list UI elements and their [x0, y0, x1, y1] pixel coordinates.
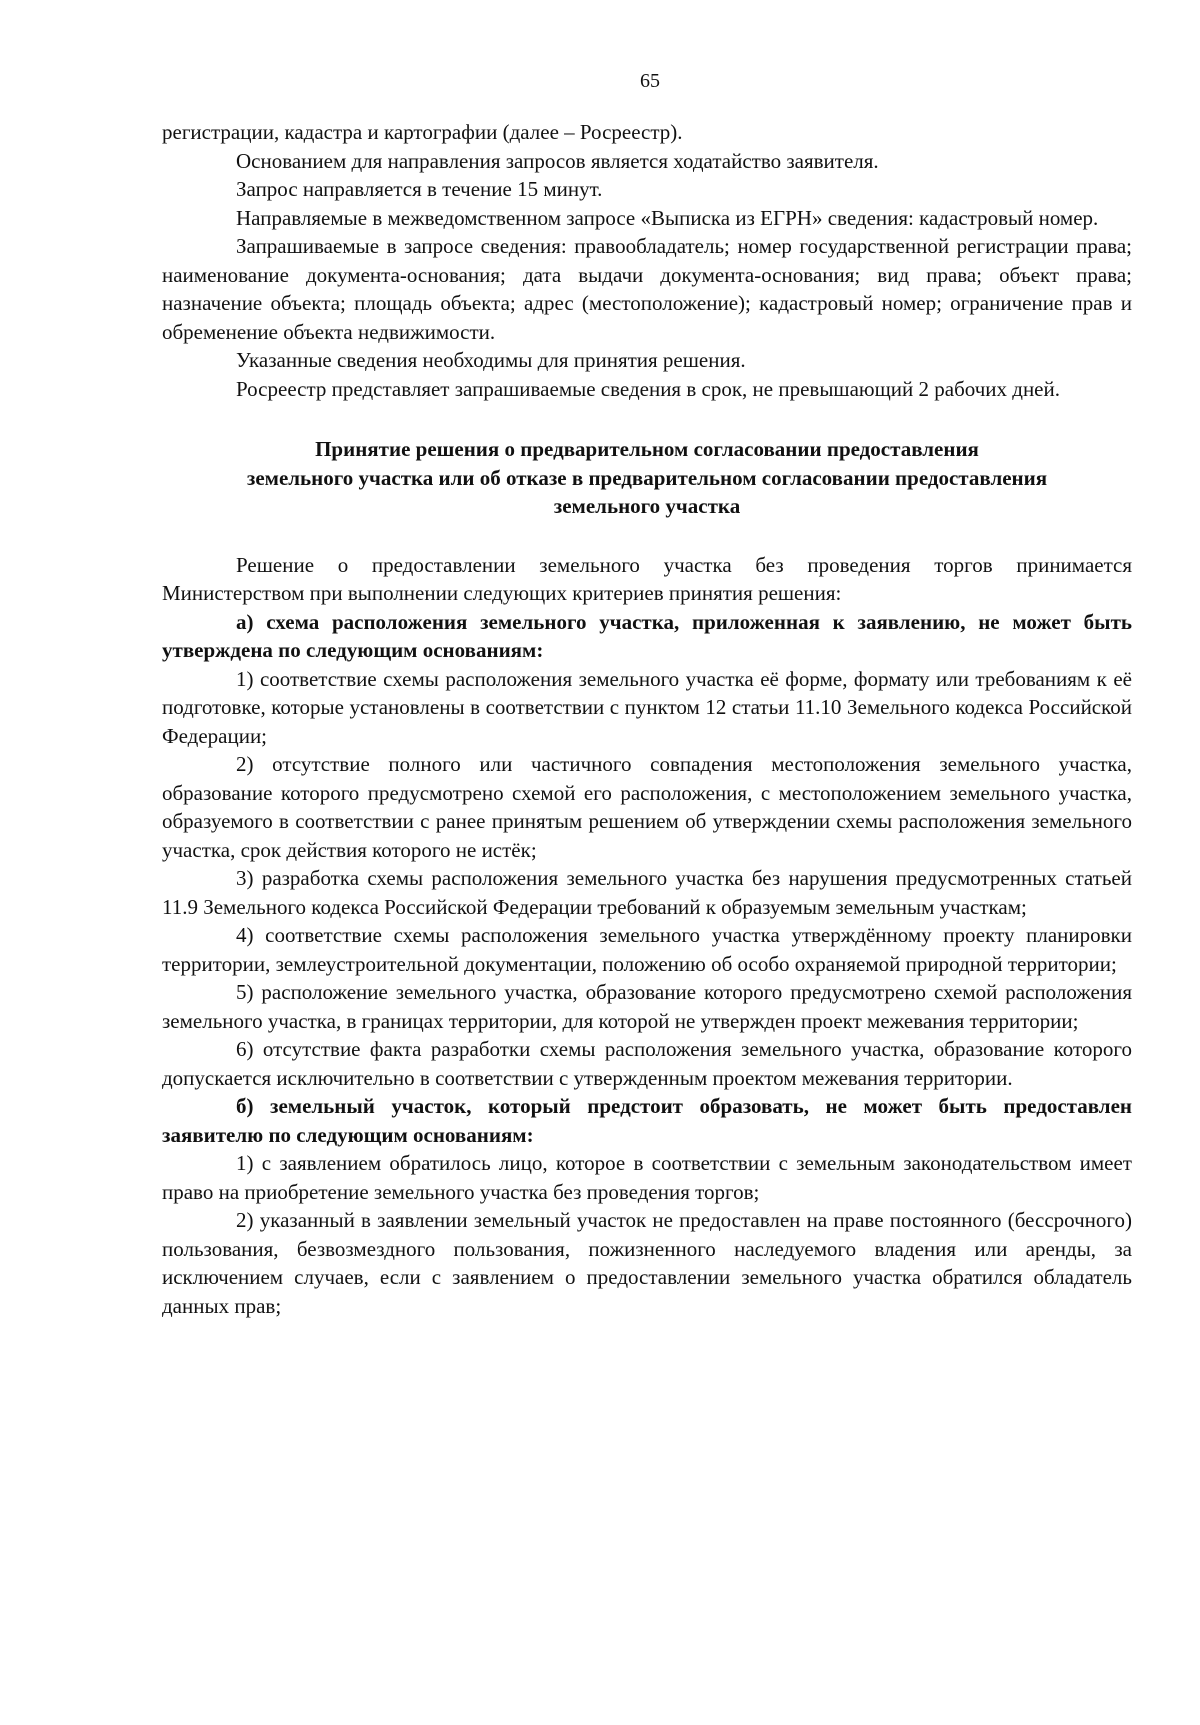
section-heading: [162, 435, 1132, 521]
paragraph: Указанные сведения необходимы для принятия решения.: [236, 348, 746, 372]
heading-line: земельного участка: [553, 494, 741, 518]
paragraph: Основанием для направления запросов является ходатайство заявителя.: [236, 148, 879, 173]
list-item: 5) расположение земельного участка, образование которого предусмотрено схемой расположения земельного участка, в границах территории, для которой не утвержден проект межевания территории;: [162, 980, 1132, 1033]
paragraph: Направляемые в межведомственном запросе «Выписка из ЕГРН» сведения: кадастровый номер.: [236, 205, 1099, 230]
paragraph: Росреестр представляет запрашиваемые сведения в срок, не превышающий 2 рабочих дней.: [236, 376, 1060, 401]
list-item: 1) соответствие схемы расположения земельного участка её форме, формату или требованиям к её подготовке, которые установлены в соответствии с пунктом 12 статьи 11.10 Земельного кодекса Российской Федерации;: [162, 666, 1132, 748]
paragraph: Запрашиваемые в запросе сведения: правообладатель; номер государственной регистрации права; наименование документа-основания; дата выдачи документа-основания; вид права; объект права; назначение объекта; площадь объекта; адрес (местоположение); кадастровый номер; ограничение прав и обременение объекта недвижимости.: [162, 234, 1132, 344]
paragraph: Решение о предоставлении земельного участка без проведения торгов принимается Министерством при выполнении следующих критериев принятия решения:: [162, 552, 1132, 605]
paragraph: регистрации, кадастра и картографии (далее – Росреестр).: [162, 120, 683, 144]
list-item: 1) с заявлением обратилось лицо, которое в соответствии с земельным законодательством имеет право на приобретение земельного участка без проведения торгов;: [162, 1151, 1132, 1204]
list-item: 3) разработка схемы расположения земельного участка без нарушения предусмотренных статьей 11.9 Земельного кодекса Российской Федерации требований к образуемым земельным участкам;: [162, 866, 1132, 919]
subsection-heading-a: а) схема расположения земельного участка, приложенная к заявлению, не может быть утверждена по следующим основаниям:: [162, 609, 1132, 662]
heading-line: Принятие решения о предварительном согласовании предоставления: [315, 437, 979, 461]
list-item: 2) отсутствие полного или частичного совпадения местоположения земельного участка, образование которого предусмотрено схемой его расположения, с местоположением земельного участка, образуемого в соответствии с ранее принятым решением об утверждении схемы расположения земельного участка, срок действия которого не истёк;: [162, 752, 1132, 862]
list-item: 6) отсутствие факта разработки схемы расположения земельного участка, образование которого допускается исключительно в соответствии с утвержденным проектом межевания территории.: [162, 1037, 1132, 1090]
heading-line: земельного участка или об отказе в предварительном согласовании предоставления: [246, 465, 1048, 490]
list-item: 4) соответствие схемы расположения земельного участка утверждённому проекту планировки территории, землеустроительной документации, положению об особо охраняемой природной территории;: [162, 923, 1132, 976]
page-number: 65: [640, 70, 660, 92]
subsection-heading-b: б) земельный участок, который предстоит образовать, не может быть предоставлен заявителю по следующим основаниям:: [162, 1094, 1132, 1147]
document-body: [162, 118, 1132, 1320]
list-item: 2) указанный в заявлении земельный участок не предоставлен на праве постоянного (бессрочного) пользования, безвозмездного пользования, пожизненного наследуемого владения или аренды, за исключением случаев, если с заявлением о предоставлении земельного участка обратился обладатель данных прав;: [162, 1208, 1132, 1318]
paragraph: Запрос направляется в течение 15 минут.: [236, 177, 603, 201]
